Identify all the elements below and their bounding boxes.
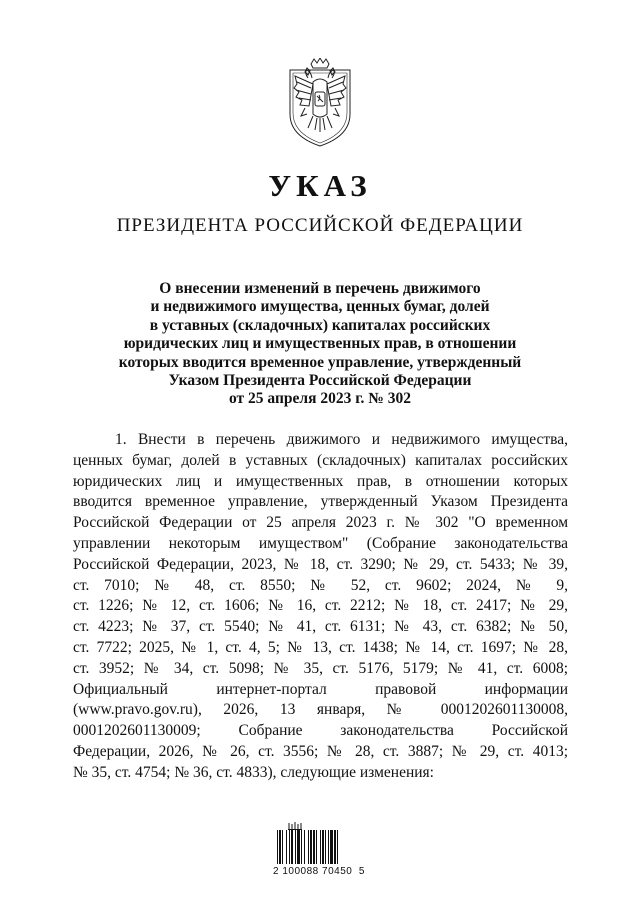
barcode-number: 2 100088 70450 5: [273, 866, 365, 877]
barcode-bars: [277, 830, 363, 864]
body-line: Федерации, 2026, № 26, ст. 3556; № 28, ст. 3887; № 29, ст. 4013;: [73, 742, 568, 760]
barcode-header-mark: [287, 822, 303, 830]
body-line: ценных бумаг, долей в уставных (складочных) капиталах российских: [73, 451, 568, 469]
body-line: Российской Федерации, 2023, № 18, ст. 3290; № 29, ст. 5433; № 39,: [73, 555, 568, 573]
barcode: [271, 822, 367, 882]
body-line: ст. 4223; № 37, ст. 5540; № 41, ст. 6131; № 43, ст. 6382; № 50,: [73, 618, 568, 636]
document-body: [73, 430, 568, 784]
coat-of-arms-emblem: [283, 58, 357, 148]
body-line: № 35, ст. 4754; № 36, ст. 4833), следующие изменения:: [73, 763, 434, 781]
body-line: юридических лиц и имущественных прав, в отношении которых: [73, 472, 568, 490]
document-title: [80, 280, 560, 409]
body-line: (www.pravo.gov.ru), 2026, 13 января, № 0001202601130008,: [73, 701, 568, 719]
body-line: 0001202601130009; Собрание законодательства Российской: [73, 722, 568, 740]
title-line: О внесении изменений в перечень движимого: [159, 280, 481, 297]
title-line: и недвижимого имущества, ценных бумаг, долей: [150, 298, 490, 316]
title-line: юридических лиц и имущественных прав, в отношении: [123, 335, 517, 353]
body-line: ст. 3952; № 34, ст. 5098; № 35, ст. 5176, 5179; № 41, ст. 6008;: [73, 659, 568, 677]
body-line: ст. 7722; 2025, № 1, ст. 4, 5; № 13, ст. 1438; № 14, ст. 1697; № 28,: [73, 638, 568, 656]
body-line: ст. 7010; № 48, ст. 8550; № 52, ст. 9602; 2024, № 9,: [73, 576, 568, 594]
body-line: Официальный интернет-портал правовой информации: [73, 680, 568, 698]
body-line: управлении некоторым имуществом" (Собрание законодательства: [73, 534, 568, 552]
title-line: Указом Президента Российской Федерации: [168, 372, 472, 390]
issuer-heading: ПРЕЗИДЕНТА РОССИЙСКОЙ ФЕДЕРАЦИИ: [116, 215, 524, 236]
body-line: Российской Федерации от 25 апреля 2023 г. № 302 "О временном: [73, 514, 568, 532]
document-type-heading: УКАЗ: [268, 168, 372, 203]
title-line: которых вводится временное управление, утвержденный: [118, 353, 522, 371]
body-line: вводится временное управление, утвержденный Указом Президента: [73, 493, 568, 511]
title-line: от 25 апреля 2023 г. № 302: [229, 390, 411, 408]
title-line: в уставных (складочных) капиталах российских: [149, 316, 491, 334]
body-line: ст. 1226; № 12, ст. 1606; № 16, ст. 2212; № 18, ст. 2417; № 29,: [73, 597, 568, 615]
body-line: 1. Внести в перечень движимого и недвижимого имущества,: [115, 431, 568, 448]
